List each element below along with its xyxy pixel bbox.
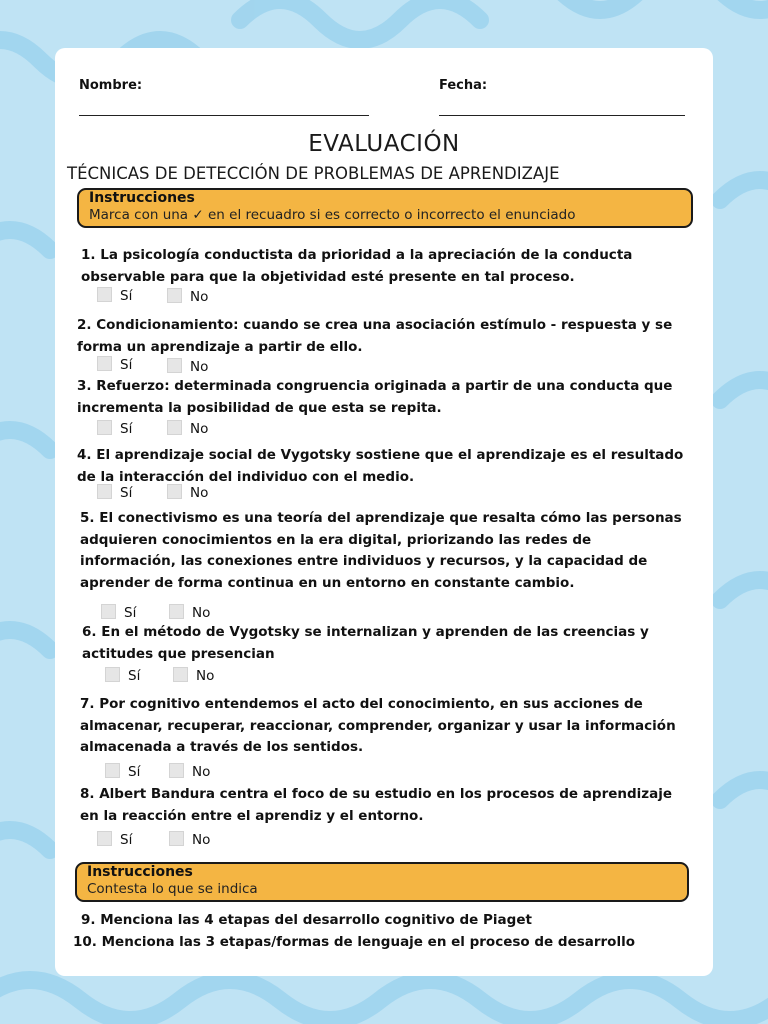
checkbox-icon[interactable] (169, 763, 184, 778)
name-label: Nombre: (79, 78, 143, 93)
checkbox-icon[interactable] (167, 358, 182, 373)
option-label: Sí (128, 764, 141, 780)
checkbox-icon[interactable] (97, 420, 112, 435)
option-no[interactable] (167, 358, 208, 375)
question-4 (77, 445, 683, 488)
question-3 (77, 376, 672, 419)
question-line: de la interacción del individuo con el medio. (77, 468, 415, 485)
question-line: forma un aprendizaje a partir de ello. (77, 338, 363, 355)
instructions-box-2 (75, 862, 689, 902)
question-line: adquieren conocimientos en la era digital, priorizando las redes de (80, 531, 592, 548)
option-yes[interactable] (105, 667, 140, 684)
question-line: almacenada a través de los sentidos. (80, 739, 364, 755)
option-no[interactable] (167, 484, 208, 501)
instructions-text: Contesta lo que se indica (87, 881, 258, 897)
option-yes[interactable] (97, 484, 132, 501)
question-7 (80, 694, 676, 759)
option-yes[interactable] (105, 763, 140, 780)
question-line: 4. El aprendizaje social de Vygotsky sostiene que el aprendizaje es el resultado (77, 447, 684, 463)
option-yes[interactable] (97, 356, 132, 373)
option-label: Sí (120, 288, 133, 304)
option-label: No (190, 359, 209, 375)
option-label: Sí (124, 605, 137, 621)
option-yes[interactable] (97, 287, 132, 304)
checkbox-icon[interactable] (105, 667, 120, 682)
option-label: Sí (120, 421, 133, 437)
question-line: almacenar, recuperar, reaccionar, comprender, organizar y usar la información (80, 717, 676, 734)
checkbox-icon[interactable] (167, 420, 182, 435)
instructions-text-after: en el recuadro si es correcto o incorrecto el enunciado (207, 207, 576, 223)
option-label: No (190, 485, 209, 501)
question-line: actitudes que presencian (82, 645, 275, 662)
question-line: 7. Por cognitivo entendemos el acto del conocimiento, en sus acciones de (80, 696, 643, 712)
checkbox-icon[interactable] (167, 484, 182, 499)
date-line (439, 115, 685, 116)
option-label: Sí (120, 485, 133, 501)
question-line: en la reacción entre el aprendiz y el entorno. (80, 807, 424, 824)
page-subtitle: TÉCNICAS DE DETECCIÓN DE PROBLEMAS DE APRENDIZAJE (67, 164, 560, 183)
question-line: incrementa la posibilidad de que esta se repita. (77, 399, 442, 416)
option-label: No (192, 605, 211, 621)
option-yes[interactable] (101, 604, 136, 621)
checkbox-icon[interactable] (97, 287, 112, 302)
checkbox-icon[interactable] (173, 667, 188, 682)
option-no[interactable] (169, 831, 210, 848)
option-no[interactable] (167, 420, 208, 437)
question-6 (82, 622, 649, 665)
option-no[interactable] (169, 763, 210, 780)
question-line: 8. Albert Bandura centra el foco de su estudio en los procesos de aprendizaje (80, 786, 673, 802)
instructions-text-before: Marca con una (89, 207, 189, 223)
question-line: 1. La psicología conductista da prioridad a la apreciación de la conducta (81, 247, 633, 263)
checkbox-icon[interactable] (97, 484, 112, 499)
option-no[interactable] (167, 288, 208, 305)
question-8 (80, 784, 672, 827)
option-label: No (192, 832, 211, 848)
instructions-box-1 (77, 188, 693, 228)
option-yes[interactable] (97, 420, 132, 437)
open-question-10: 10. Menciona las 3 etapas/formas de lenguaje en el proceso de desarrollo (73, 934, 635, 950)
option-no[interactable] (169, 604, 210, 621)
question-line: 2. Condicionamiento: cuando se crea una asociación estímulo - respuesta y se (77, 317, 673, 333)
option-label: No (196, 668, 215, 684)
question-5 (80, 508, 682, 594)
option-label: No (190, 421, 209, 437)
checkbox-icon[interactable] (105, 763, 120, 778)
name-line (79, 115, 369, 116)
page-title: EVALUACIÓN (308, 131, 460, 157)
instructions-heading: Instrucciones (89, 190, 195, 206)
option-label: Sí (120, 832, 133, 848)
option-label: Sí (128, 668, 141, 684)
option-label: No (192, 764, 211, 780)
instructions-text (89, 207, 681, 224)
option-label: No (190, 289, 209, 305)
checkbox-icon[interactable] (101, 604, 116, 619)
checkbox-icon[interactable] (97, 831, 112, 846)
question-line: 5. El conectivismo es una teoría del aprendizaje que resalta cómo las personas (80, 510, 682, 526)
checkbox-icon[interactable] (97, 356, 112, 371)
instructions-heading: Instrucciones (87, 864, 193, 880)
open-question-9: 9. Menciona las 4 etapas del desarrollo cognitivo de Piaget (81, 912, 532, 928)
date-label: Fecha: (439, 78, 488, 93)
question-line: 6. En el método de Vygotsky se internalizan y aprenden de las creencias y (82, 624, 649, 640)
checkbox-icon[interactable] (169, 604, 184, 619)
question-line: 3. Refuerzo: determinada congruencia originada a partir de una conducta que (77, 378, 673, 394)
option-label: Sí (120, 357, 133, 373)
question-line: información, las conexiones entre individuos y recursos, y la capacidad de (80, 553, 648, 569)
question-2 (77, 315, 672, 358)
checkbox-icon[interactable] (167, 288, 182, 303)
question-line: aprender de forma continua en un entorno en constante cambio. (80, 574, 575, 591)
checkmark-icon: ✓ (192, 207, 204, 223)
worksheet-page (55, 48, 713, 976)
question-1 (81, 245, 632, 288)
question-line: observable para que la objetividad esté presente en tal proceso. (81, 268, 575, 285)
checkbox-icon[interactable] (169, 831, 184, 846)
option-no[interactable] (173, 667, 214, 684)
option-yes[interactable] (97, 831, 132, 848)
